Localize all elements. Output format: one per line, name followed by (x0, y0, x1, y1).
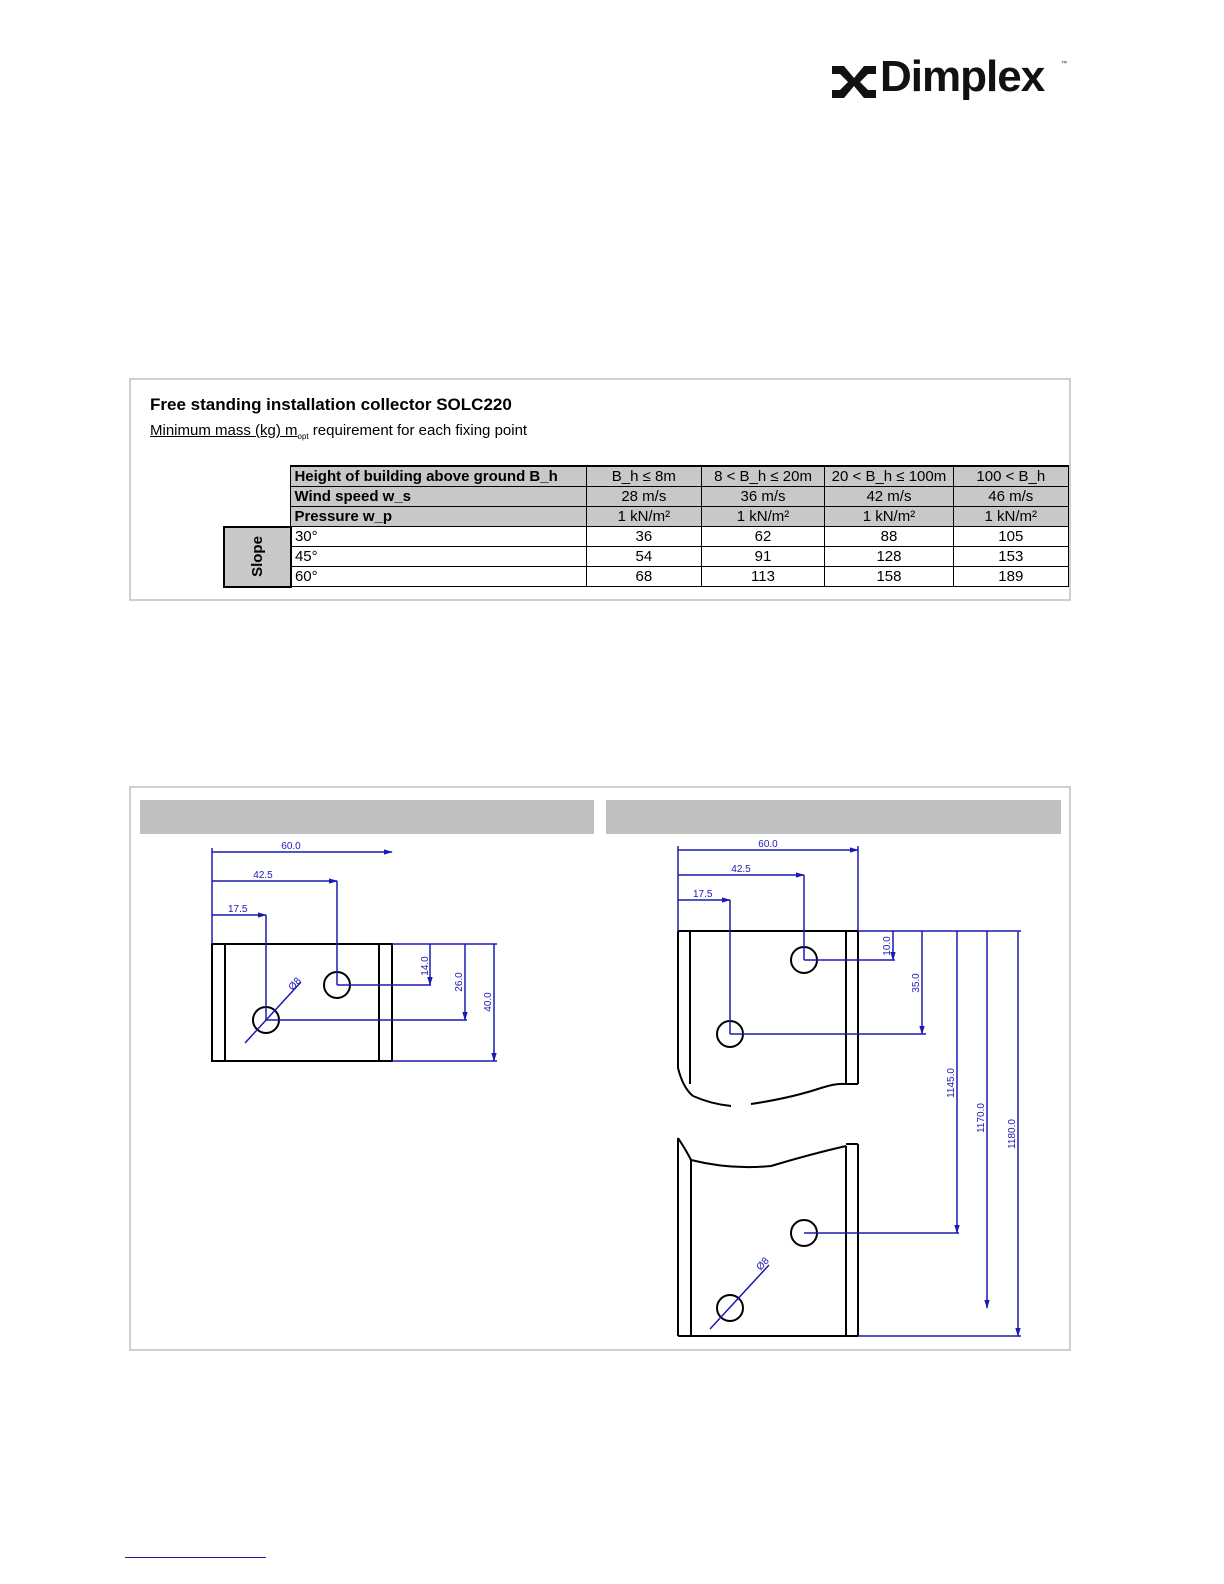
table-cell: 153 (953, 547, 1068, 567)
logo-wordmark: Dimplex (880, 52, 1045, 101)
dim-label: Ø8 (286, 975, 304, 993)
bracket-drawings (131, 788, 1069, 1349)
row-label: 45° (291, 547, 587, 567)
table-cell: 1 kN/m² (701, 507, 825, 527)
table-cell: 113 (701, 567, 825, 587)
table-cell: 189 (953, 567, 1068, 587)
row-label: 30° (291, 527, 587, 547)
table-cell: 1 kN/m² (825, 507, 953, 527)
logo-trademark: ™ (1061, 61, 1067, 67)
table-cell: 91 (701, 547, 825, 567)
table-cell: 36 (586, 527, 701, 547)
table-cell: 46 m/s (953, 487, 1068, 507)
table-cell: 20 < B_h ≤ 100m (825, 466, 953, 487)
right-dimension-lines (678, 846, 1021, 1336)
table-cell: 42 m/s (825, 487, 953, 507)
dim-label: 42.5 (253, 870, 273, 881)
right-plate-outline (678, 931, 858, 1336)
header-label-height: Height of building above ground B_h (291, 466, 587, 487)
table-cell: 54 (586, 547, 701, 567)
table-subtitle-rest: requirement for each fixing point (308, 422, 528, 439)
table-cell: 1 kN/m² (586, 507, 701, 527)
dim-label: 26.0 (454, 972, 465, 992)
slope-label-cell (224, 527, 291, 587)
dim-label: 1145.0 (946, 1068, 957, 1098)
dim-label: 60.0 (281, 841, 301, 852)
table-corner (224, 466, 291, 487)
mass-table (223, 465, 1069, 588)
dim-label: 17.5 (228, 904, 248, 915)
table-cell: 62 (701, 527, 825, 547)
table-cell: B_h ≤ 8m (586, 466, 701, 487)
table-cell: 100 < B_h (953, 466, 1068, 487)
dimplex-logo (830, 52, 1070, 104)
slope-label: Slope (248, 536, 266, 577)
table-cell: 88 (825, 527, 953, 547)
footnote-rule (125, 1557, 266, 1558)
technical-drawing-panel (129, 786, 1071, 1351)
header-label-wind: Wind speed w_s (291, 487, 587, 507)
dim-label: 17.5 (693, 889, 713, 900)
right-bracket-drawing (678, 839, 1021, 1336)
left-plate-outline (212, 944, 392, 1061)
dim-label: 35.0 (911, 973, 922, 993)
table-row (224, 547, 1069, 567)
table-cell: 1 kN/m² (953, 507, 1068, 527)
dim-label: 40.0 (483, 992, 494, 1012)
table-cell: 8 < B_h ≤ 20m (701, 466, 825, 487)
dim-label: 1180.0 (1007, 1119, 1018, 1149)
dim-label: 1170.0 (976, 1103, 987, 1133)
dim-label: Ø8 (754, 1255, 772, 1273)
table-subtitle (150, 422, 527, 441)
dim-label: 42.5 (731, 864, 751, 875)
table-row (224, 507, 1069, 527)
dimplex-logo-mark-icon (830, 62, 878, 102)
table-row (224, 466, 1069, 487)
table-cell: 158 (825, 567, 953, 587)
table-cell: 36 m/s (701, 487, 825, 507)
table-cell: 105 (953, 527, 1068, 547)
table-cell: 128 (825, 547, 953, 567)
table-corner (224, 487, 291, 507)
mass-table-panel (129, 378, 1071, 601)
dim-label: 60.0 (758, 839, 778, 850)
table-row (224, 567, 1069, 587)
table-subtitle-underlined: Minimum mass (kg) $m_{opt}$ (150, 422, 309, 441)
header-label-pressure: Pressure w_p (291, 507, 587, 527)
dim-label: 14.0 (420, 956, 431, 976)
left-bracket-drawing (212, 841, 497, 1061)
dim-label: 10.0 (882, 936, 893, 956)
table-cell: 28 m/s (586, 487, 701, 507)
table-cell: 68 (586, 567, 701, 587)
row-label: 60° (291, 567, 587, 587)
table-row (224, 527, 1069, 547)
table-title: Free standing installation collector SOLC220 (150, 395, 512, 414)
table-row (224, 487, 1069, 507)
